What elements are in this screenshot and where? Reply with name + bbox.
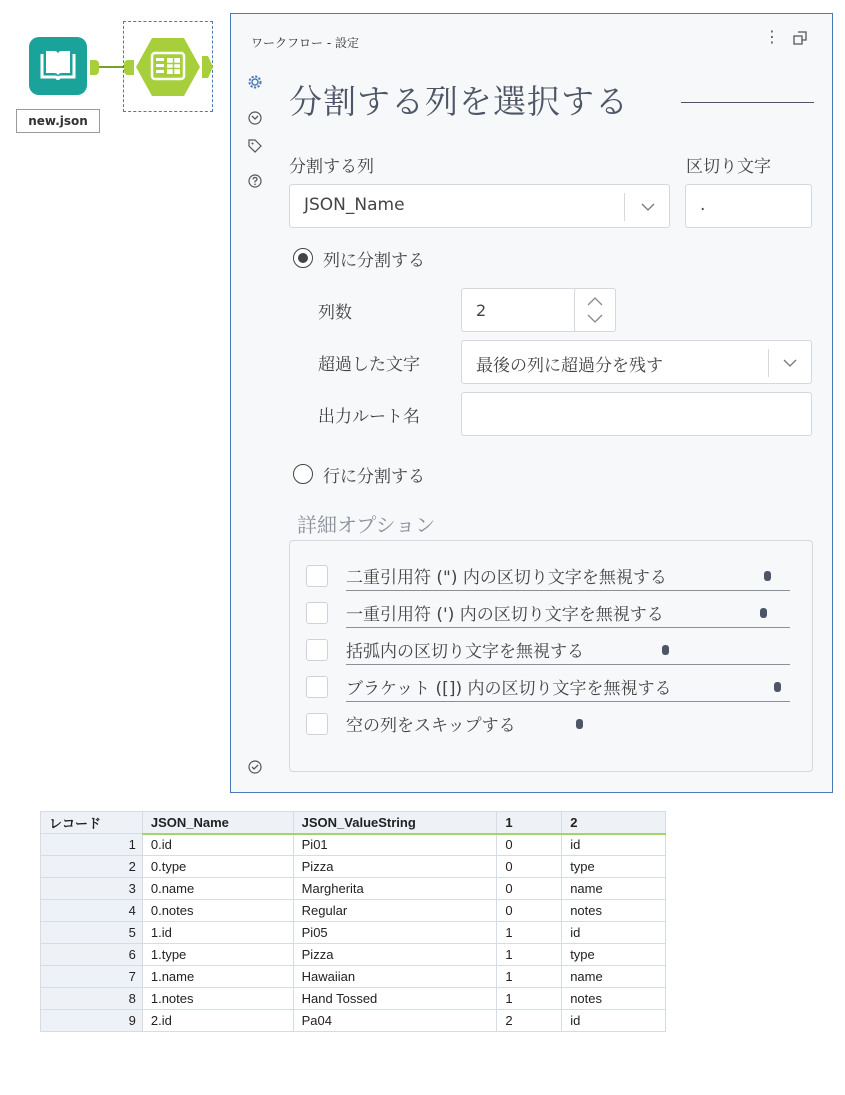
settings-icon[interactable] xyxy=(247,74,263,90)
split-to-columns-radio[interactable] xyxy=(293,248,313,268)
table-cell[interactable]: type xyxy=(562,856,666,878)
tool-label: new.json xyxy=(16,109,100,133)
input-data-tool[interactable] xyxy=(29,37,89,97)
advanced-options-heading: 詳細オプション xyxy=(297,513,436,537)
info-icon[interactable] xyxy=(764,571,771,581)
split-column-label: 分割する列 xyxy=(289,157,374,177)
table-row[interactable] xyxy=(41,944,666,966)
record-number-cell[interactable]: 5 xyxy=(41,922,143,944)
configuration-panel xyxy=(230,13,833,793)
split-to-columns-label: 列に分割する xyxy=(323,251,425,271)
stepper-buttons[interactable] xyxy=(574,288,616,332)
table-cell[interactable]: Pizza xyxy=(293,944,497,966)
extra-chars-dropdown[interactable] xyxy=(461,340,812,384)
title-rule xyxy=(681,102,814,103)
checkbox[interactable] xyxy=(306,713,328,735)
table-cell[interactable]: 0.id xyxy=(142,834,293,856)
info-icon[interactable] xyxy=(576,719,583,729)
table-cell[interactable]: 2.id xyxy=(142,1010,293,1032)
chevron-down-icon xyxy=(640,202,656,212)
record-number-cell[interactable]: 8 xyxy=(41,988,143,1010)
extra-chars-label: 超過した文字 xyxy=(318,355,420,375)
table-cell[interactable]: Pi05 xyxy=(293,922,497,944)
num-columns-value: 2 xyxy=(476,301,487,320)
table-row[interactable] xyxy=(41,966,666,988)
output-root-label: 出力ルート名 xyxy=(318,407,420,427)
text-to-columns-tool[interactable] xyxy=(136,37,200,97)
table-cell[interactable]: notes xyxy=(562,988,666,1010)
help-icon[interactable] xyxy=(247,173,263,189)
table-cell[interactable]: id xyxy=(562,834,666,856)
option-label: 括弧内の区切り文字を無視する xyxy=(346,642,584,662)
option-label: ブラケット ([]) 内の区切り文字を無視する xyxy=(346,679,672,699)
table-cell[interactable]: Hand Tossed xyxy=(293,988,497,1010)
advanced-options-box xyxy=(289,540,813,772)
table-row[interactable] xyxy=(41,1010,666,1032)
record-number-cell[interactable]: 9 xyxy=(41,1010,143,1032)
table-row[interactable] xyxy=(41,922,666,944)
delimiter-input[interactable] xyxy=(685,184,812,228)
option-label: 二重引用符 (") 内の区切り文字を無視する xyxy=(346,568,667,588)
table-header-row xyxy=(41,812,666,834)
record-number-cell[interactable]: 1 xyxy=(41,834,143,856)
delimiter-label: 区切り文字 xyxy=(686,157,771,177)
option-label: 一重引用符 (') 内の区切り文字を無視する xyxy=(346,605,664,625)
column-header-record[interactable]: レコード xyxy=(41,812,143,834)
checkbox[interactable] xyxy=(306,676,328,698)
table-cell[interactable]: 0 xyxy=(497,834,562,856)
table-cell[interactable]: 2 xyxy=(497,1010,562,1032)
chevron-down-icon[interactable] xyxy=(586,313,604,325)
table-cell[interactable]: 1 xyxy=(497,966,562,988)
column-header-json-name[interactable]: JSON_Name xyxy=(142,812,293,834)
table-cell[interactable]: Hawaiian xyxy=(293,966,497,988)
table-cell[interactable]: 1.name xyxy=(142,966,293,988)
tag-icon[interactable] xyxy=(247,138,263,154)
record-number-cell[interactable]: 2 xyxy=(41,856,143,878)
output-root-input[interactable] xyxy=(461,392,812,436)
column-header-2[interactable]: 2 xyxy=(562,812,666,834)
column-header-json-valuestring[interactable]: JSON_ValueString xyxy=(293,812,497,834)
table-cell[interactable]: 0 xyxy=(497,856,562,878)
checkbox[interactable] xyxy=(306,639,328,661)
results-grid xyxy=(40,811,666,1074)
info-icon[interactable] xyxy=(760,608,767,618)
table-cell[interactable]: 1.type xyxy=(142,944,293,966)
table-cell[interactable]: 1 xyxy=(497,922,562,944)
record-number-cell[interactable]: 7 xyxy=(41,966,143,988)
split-to-rows-label: 行に分割する xyxy=(323,467,425,487)
settings-content xyxy=(289,62,814,774)
table-cell[interactable]: id xyxy=(562,1010,666,1032)
connections-icon[interactable] xyxy=(247,110,263,126)
column-header-1[interactable]: 1 xyxy=(497,812,562,834)
table-cell[interactable]: name xyxy=(562,966,666,988)
output-anchor[interactable] xyxy=(90,60,99,75)
table-row[interactable] xyxy=(41,988,666,1010)
checkbox[interactable] xyxy=(306,602,328,624)
info-icon[interactable] xyxy=(662,645,669,655)
checkbox[interactable] xyxy=(306,565,328,587)
split-to-rows-radio[interactable] xyxy=(293,464,313,484)
table-cell[interactable]: Pa04 xyxy=(293,1010,497,1032)
record-number-cell[interactable]: 6 xyxy=(41,944,143,966)
table-row[interactable] xyxy=(41,900,666,922)
table-cell[interactable]: 1 xyxy=(497,944,562,966)
table-cell[interactable]: 0.type xyxy=(142,856,293,878)
table-cell[interactable]: 1.notes xyxy=(142,988,293,1010)
check-icon[interactable] xyxy=(247,759,263,775)
table-row[interactable] xyxy=(41,834,666,856)
split-column-dropdown[interactable] xyxy=(289,184,670,228)
table-cell[interactable]: id xyxy=(562,922,666,944)
table-cell[interactable]: 0.name xyxy=(142,878,293,900)
chevron-down-icon xyxy=(782,358,798,368)
delimiter-value: . xyxy=(700,195,706,215)
more-options-icon[interactable]: ⋮ xyxy=(764,27,780,46)
table-cell[interactable]: Pizza xyxy=(293,856,497,878)
book-icon xyxy=(39,50,77,84)
record-number-cell[interactable]: 3 xyxy=(41,878,143,900)
page-title: 分割する列を選択する xyxy=(289,82,629,121)
table-cell[interactable]: Regular xyxy=(293,900,497,922)
chevron-up-icon[interactable] xyxy=(586,295,604,307)
table-cell[interactable]: Margherita xyxy=(293,878,497,900)
num-columns-label: 列数 xyxy=(318,303,352,323)
info-icon[interactable] xyxy=(774,682,781,692)
record-number-cell[interactable]: 4 xyxy=(41,900,143,922)
extra-chars-value: 最後の列に超過分を残す xyxy=(476,356,663,376)
input-anchor[interactable] xyxy=(124,60,134,75)
table-cell[interactable]: 1 xyxy=(497,988,562,1010)
results-table xyxy=(40,811,666,1032)
table-cell[interactable]: type xyxy=(562,944,666,966)
table-row[interactable] xyxy=(41,856,666,878)
panel-title: ワークフロー - 設定 xyxy=(251,36,359,50)
split-column-value: JSON_Name xyxy=(304,195,405,215)
table-row[interactable] xyxy=(41,878,666,900)
connection-line[interactable] xyxy=(99,66,125,68)
table-cell[interactable]: notes xyxy=(562,900,666,922)
table-cell[interactable]: Pi01 xyxy=(293,834,497,856)
table-cell[interactable]: name xyxy=(562,878,666,900)
table-cell[interactable]: 1.id xyxy=(142,922,293,944)
table-cell[interactable]: 0 xyxy=(497,900,562,922)
option-label: 空の列をスキップする xyxy=(346,716,516,736)
table-cell[interactable]: 0.notes xyxy=(142,900,293,922)
table-cell[interactable]: 0 xyxy=(497,878,562,900)
undock-icon[interactable] xyxy=(792,30,808,46)
